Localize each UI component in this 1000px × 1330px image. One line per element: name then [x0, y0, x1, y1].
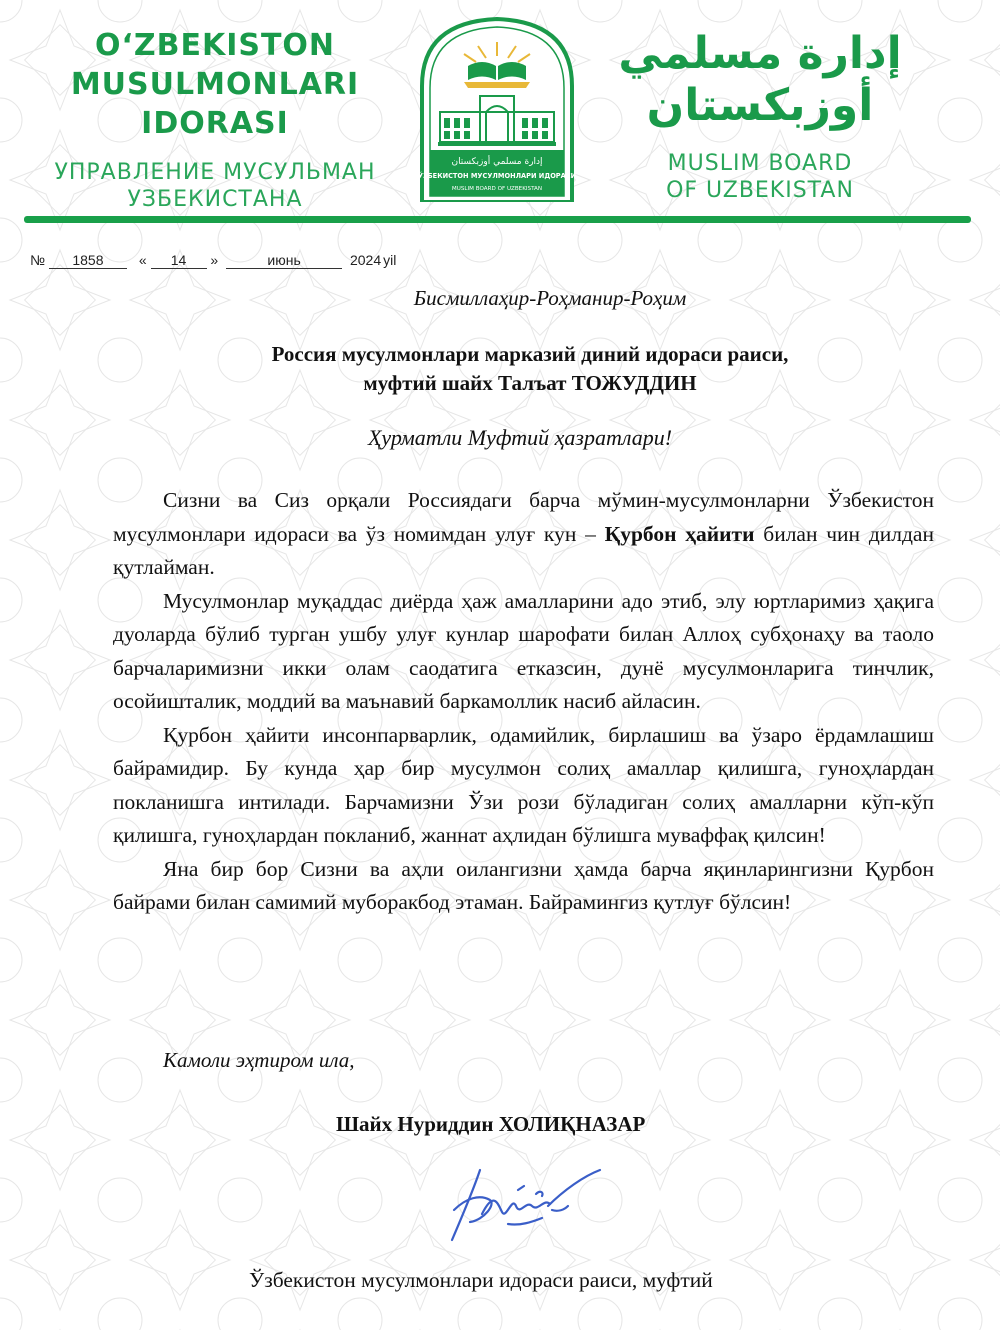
- holiday-name-bold: Қурбон ҳайити: [604, 521, 755, 546]
- org-name-left: [30, 26, 400, 213]
- addressee-line-1: Россия мусулмонлари марказий диний идораси раиси,: [271, 342, 789, 366]
- org-arabic-line-2: أوزبكستان: [646, 80, 874, 131]
- org-latin-line-3: IDORASI: [141, 106, 289, 141]
- body-paragraph-1: [113, 484, 934, 585]
- logo-arabic-text: إدارة مسلمي أوزبكستان: [451, 157, 543, 167]
- signer-position: Ўзбекистон мусулмонлари идораси раиси, муфтий: [249, 1268, 713, 1292]
- org-latin-line-1: O‘ZBEKISTON: [94, 28, 336, 63]
- paragraph-1-text: Сизни ва Сиз орқали Россиядаги барча мўмин-мусулмонларни Ўзбекистон мусулмонлари идораси ва ўз номимдан улуғ кун –: [113, 488, 934, 546]
- org-arabic-line-1: إدارة مسلمي: [618, 28, 902, 79]
- body-paragraph-4: Яна бир бор Сизни ва аҳли оилангизни ҳамда барча яқинларингизни Қурбон байрами билан самимий муборакбод этаман. Байрамингиз қутлуғ бўлсин!: [113, 856, 934, 914]
- paragraph-1-end: билан чин дилдан қутлайман.: [113, 521, 934, 579]
- salutation: Ҳурматли Муфтий ҳазратлари!: [367, 425, 673, 450]
- reference-month: июнь: [226, 252, 342, 269]
- bismillah: Бисмиллаҳир-Роҳманир-Роҳим: [413, 286, 687, 310]
- quote-close: »: [210, 252, 219, 268]
- body-paragraph-2: Мусулмонлар муқаддас диёрда ҳаж амалларини адо этиб, элу юртларимиз ҳақига дуоларда бўлиб турган ушбу улуғ кунлар шарофати билан Аллоҳ субҳонаҳу ва таоло барчаларимизни икки олам саодатига етказсин, дунё мусулмонларига тинчлик, осойишталик, моддий ва маънавий баркамоллик насиб айласин.: [113, 588, 934, 713]
- org-latin-line-2: MUSULMONLARI: [70, 67, 360, 102]
- signer-name: Шайх Нуриддин ХОЛИҚНАЗАР: [336, 1112, 646, 1136]
- letter-body: [113, 484, 934, 920]
- logo-english-text: MUSLIM BOARD OF UZBEKISTAN: [451, 186, 543, 192]
- header-divider: [24, 216, 971, 223]
- logo-cyrillic-text: ЎЗБЕКИСТОН МУСУЛМОНЛАРИ ИДОРАСИ: [417, 172, 577, 180]
- reference-year: 2024: [349, 252, 382, 268]
- quote-open: «: [138, 252, 147, 268]
- org-english-line-2: OF UZBEKISTAN: [666, 178, 854, 203]
- addressee-line-2: муфтий шайх Талъат ТОЖУДДИН: [363, 371, 697, 395]
- body-paragraph-3: Қурбон ҳайити инсонпарварлик, одамийлик, бирлашиш ва ўзаро ёрдамлашиш байрамидир. Бу кунда ҳар бир мусулмон солиҳ амаллар қилишга, гуноҳлардан покланишга интилади. Барчамизни Ўзи рози бўладиган солиҳ амалларни кўп-кўп қилишга, гуноҳлардан покланиб, жаннат аҳлидан бўлишга муваффақ қилсин!: [113, 722, 934, 847]
- closing-phrase: Камоли эҳтиром ила,: [163, 1048, 355, 1072]
- reference-number: 1858: [49, 252, 127, 269]
- handwritten-signature: [440, 1160, 610, 1250]
- addressee-block: [60, 340, 1000, 398]
- reference-line: [30, 252, 396, 269]
- org-russian-line-2: УЗБЕКИСТАНА: [127, 187, 303, 212]
- org-name-right: [600, 28, 920, 204]
- org-russian-line-1: УПРАВЛЕНИЕ МУСУЛЬМАН: [54, 160, 376, 185]
- reference-day: 14: [151, 252, 207, 269]
- reference-year-suffix: yil: [383, 252, 397, 268]
- org-english-line-1: MUSLIM BOARD: [667, 151, 853, 176]
- muslim-board-logo: [416, 16, 578, 202]
- number-prefix: №: [30, 252, 46, 268]
